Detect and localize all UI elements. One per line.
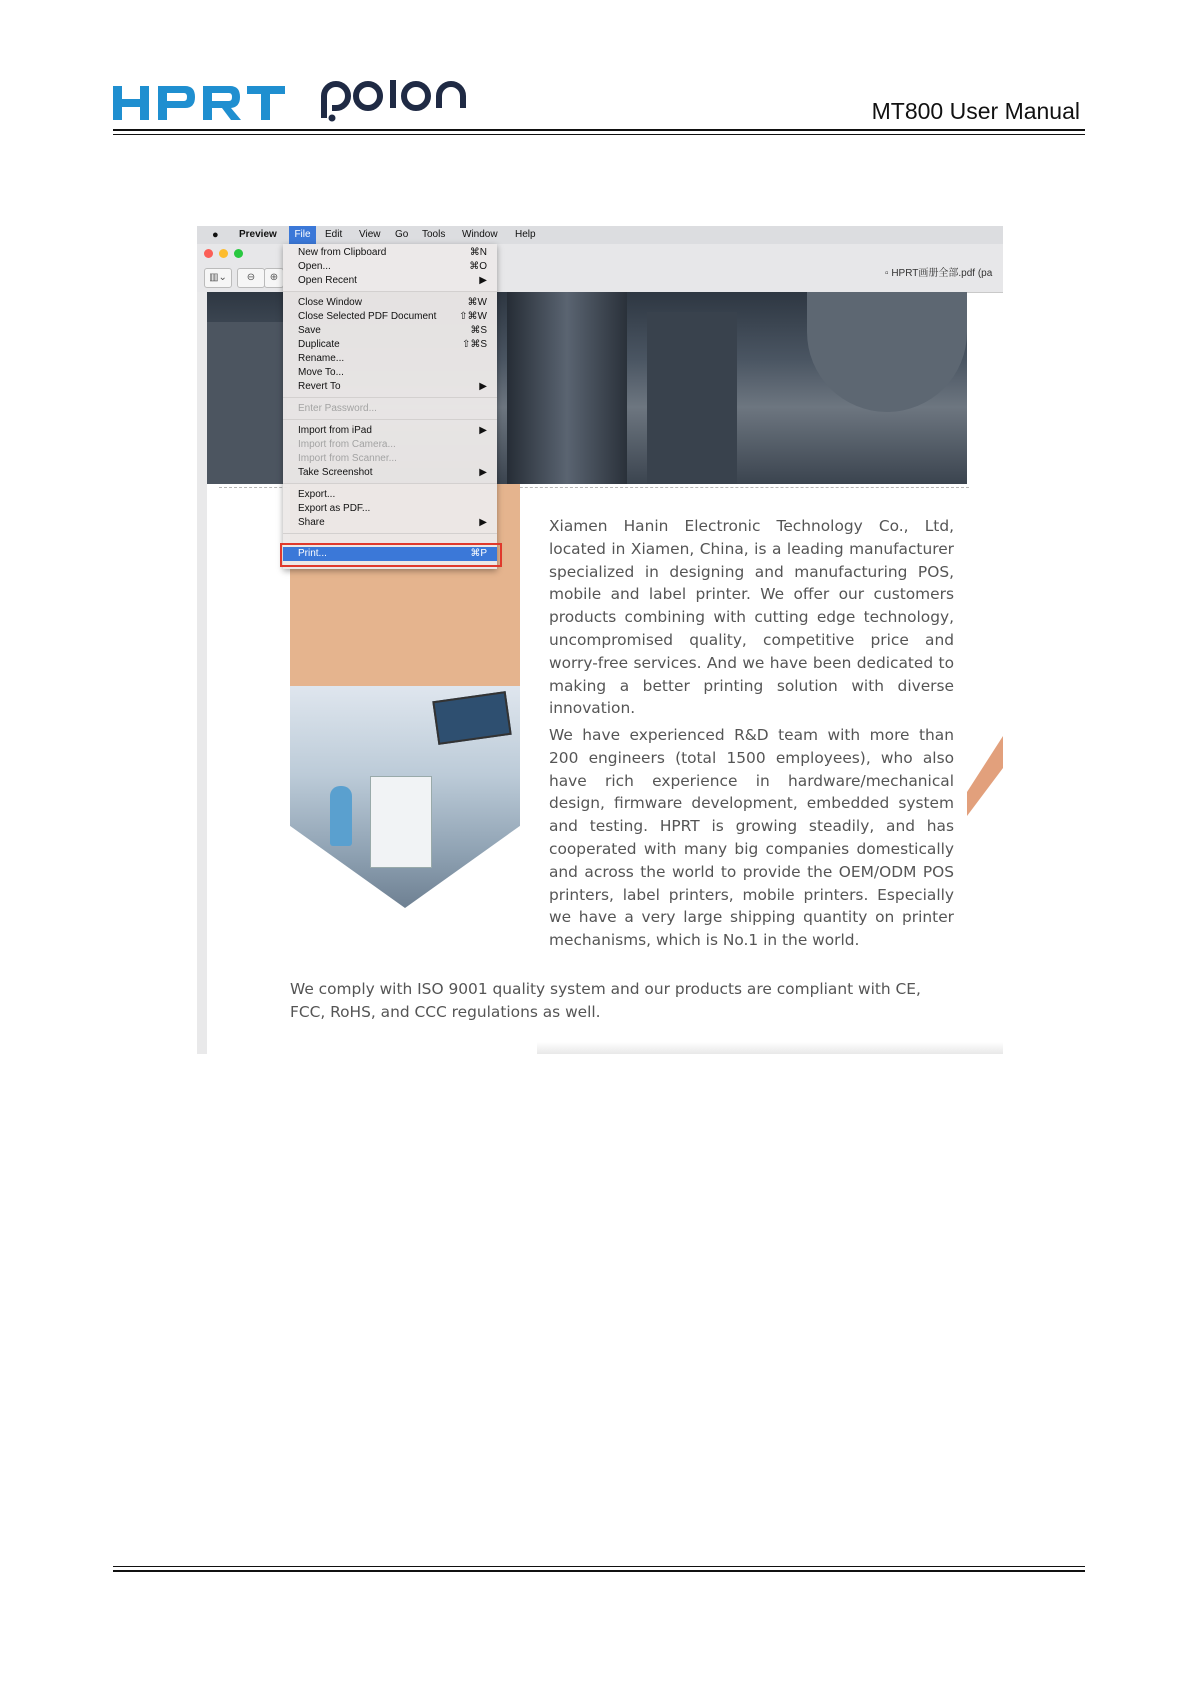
- menu-item-save[interactable]: Save ⌘S: [298, 325, 487, 336]
- minimize-window-button[interactable]: [219, 249, 228, 258]
- menu-item-move-to[interactable]: Move To...: [298, 367, 344, 378]
- menu-item-open-recent[interactable]: Open Recent ▶: [298, 275, 487, 286]
- zoom-in-icon[interactable]: ⊕: [264, 268, 284, 288]
- menu-item-import-from-scanner: Import from Scanner...: [298, 453, 397, 464]
- menu-separator: [283, 483, 497, 484]
- menu-item-new-from-clipboard[interactable]: New from Clipboard ⌘N: [298, 247, 487, 258]
- zoom-out-icon[interactable]: ⊖: [237, 268, 265, 288]
- menu-item-share[interactable]: Share ▶: [298, 517, 487, 528]
- compliance-paragraph: We comply with ISO 9001 quality system and our products are compliant with CE, FCC, RoHS, and CCC regulations as well.: [290, 980, 921, 1021]
- menu-item-enter-password: Enter Password...: [298, 403, 377, 414]
- orange-stripe-decoration: [967, 736, 1003, 816]
- menu-item-export[interactable]: Export...: [298, 489, 336, 500]
- menu-edit[interactable]: Edit: [325, 229, 343, 240]
- menu-preview[interactable]: Preview: [239, 229, 277, 240]
- menu-tools[interactable]: Tools: [422, 229, 446, 240]
- menu-item-duplicate[interactable]: Duplicate ⇧⌘S: [298, 339, 487, 350]
- team-paragraph: We have experienced R&D team with more than 200 engineers (total 1500 employees), who also have rich experience in hardware/mechanical design, firmware development, embedded system and testing. HPRT is growing steadily, and has cooperated with many big companies domestically and across the world to provide the OEM/ODM POS printers, label printers, mobile printers. Especially we have a very large shipping quantity on printer mechanisms, which is No.1 in the world.: [549, 726, 954, 950]
- menu-item-rename[interactable]: Rename...: [298, 353, 345, 364]
- footer-rule-thin: [113, 1566, 1085, 1567]
- menu-item-print[interactable]: Print... ⌘P: [283, 547, 497, 561]
- window-filename: ▫ HPRT画册全部.pdf (pa: [885, 268, 993, 279]
- factory-image: [290, 686, 520, 908]
- company-intro-paragraph: Xiamen Hanin Electronic Technology Co., Ltd, located in Xiamen, China, is a leading manufacturer specialized in designing and manufacturing POS, mobile and label printer. We offer our customers products combining with cutting edge technology, uncompromised quality, competitive price and worry-free services. And we have been dedicated to making a better printing solution with diverse innovation.: [549, 517, 954, 718]
- page-shadow: [537, 1042, 1003, 1054]
- document-title: MT800 User Manual: [871, 98, 1080, 124]
- menu-separator: [283, 533, 497, 534]
- mac-menubar: [197, 226, 1003, 244]
- header-rule: [113, 129, 1085, 131]
- menu-item-import-from-camera: Import from Camera...: [298, 439, 396, 450]
- menu-item-take-screenshot[interactable]: Take Screenshot ▶: [298, 467, 487, 478]
- print-highlight-box: [280, 543, 502, 567]
- header-rule-thin: [113, 134, 1085, 135]
- menu-go[interactable]: Go: [395, 229, 409, 240]
- footer-rule: [113, 1570, 1085, 1572]
- hprt-logo: [113, 82, 285, 124]
- viewer-margin: [197, 292, 207, 1054]
- menu-separator: [283, 419, 497, 420]
- menu-window[interactable]: Window: [462, 229, 498, 240]
- preview-app-screenshot: [197, 226, 1003, 1054]
- menu-view[interactable]: View: [359, 229, 381, 240]
- menu-item-open[interactable]: Open... ⌘O: [298, 261, 487, 272]
- menu-item-close-selected-pdf[interactable]: Close Selected PDF Document ⇧⌘W: [298, 311, 487, 322]
- polono-logo: [318, 78, 476, 122]
- menu-help[interactable]: Help: [515, 229, 536, 240]
- pdf-file-icon: ▫: [885, 268, 889, 279]
- menu-separator: [283, 397, 497, 398]
- menu-item-close-window[interactable]: Close Window ⌘W: [298, 297, 487, 308]
- apple-icon[interactable]: ●: [212, 229, 219, 241]
- menu-file[interactable]: File: [289, 226, 316, 244]
- sidebar-toggle-icon[interactable]: ▥⌄: [204, 268, 232, 288]
- menu-item-export-as-pdf[interactable]: Export as PDF...: [298, 503, 371, 514]
- menu-item-revert-to[interactable]: Revert To ▶: [298, 381, 487, 392]
- menu-separator: [283, 291, 497, 292]
- menu-item-import-from-ipad[interactable]: Import from iPad ▶: [298, 425, 487, 436]
- file-menu-dropdown: [283, 244, 497, 569]
- zoom-window-button[interactable]: [234, 249, 243, 258]
- close-window-button[interactable]: [204, 249, 213, 258]
